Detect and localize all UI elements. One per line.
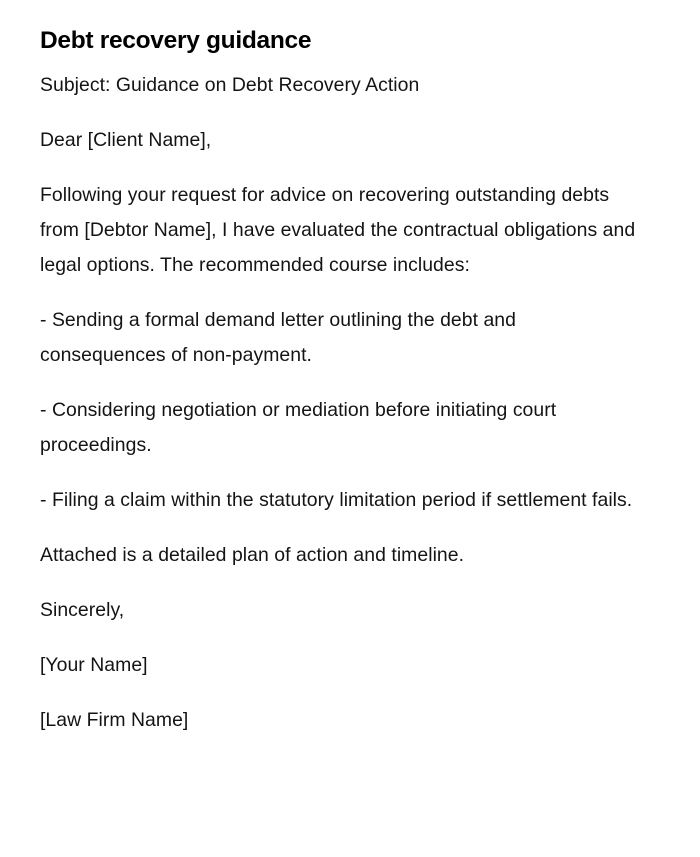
recommendation-item: - Sending a formal demand letter outlining the debt and consequences of non-payment.: [40, 309, 516, 366]
recommendation-item: - Filing a claim within the statutory limitation period if settlement fails.: [40, 489, 633, 511]
signature-name: [Your Name]: [40, 654, 148, 676]
attachment-note: Attached is a detailed plan of action and timeline.: [40, 544, 465, 566]
subject-line: Subject: Guidance on Debt Recovery Action: [40, 74, 420, 96]
document-title: Debt recovery guidance: [40, 27, 312, 54]
recommendation-item: - Considering negotiation or mediation before initiating court proceedings.: [40, 399, 557, 456]
signature-firm: [Law Firm Name]: [40, 709, 189, 731]
salutation: Dear [Client Name],: [40, 129, 212, 151]
closing: Sincerely,: [40, 599, 125, 621]
intro-paragraph: Following your request for advice on recovering outstanding debts from [Debtor Name], I have evaluated the contractual obligations and legal options. The recommended course includes:: [40, 184, 636, 276]
